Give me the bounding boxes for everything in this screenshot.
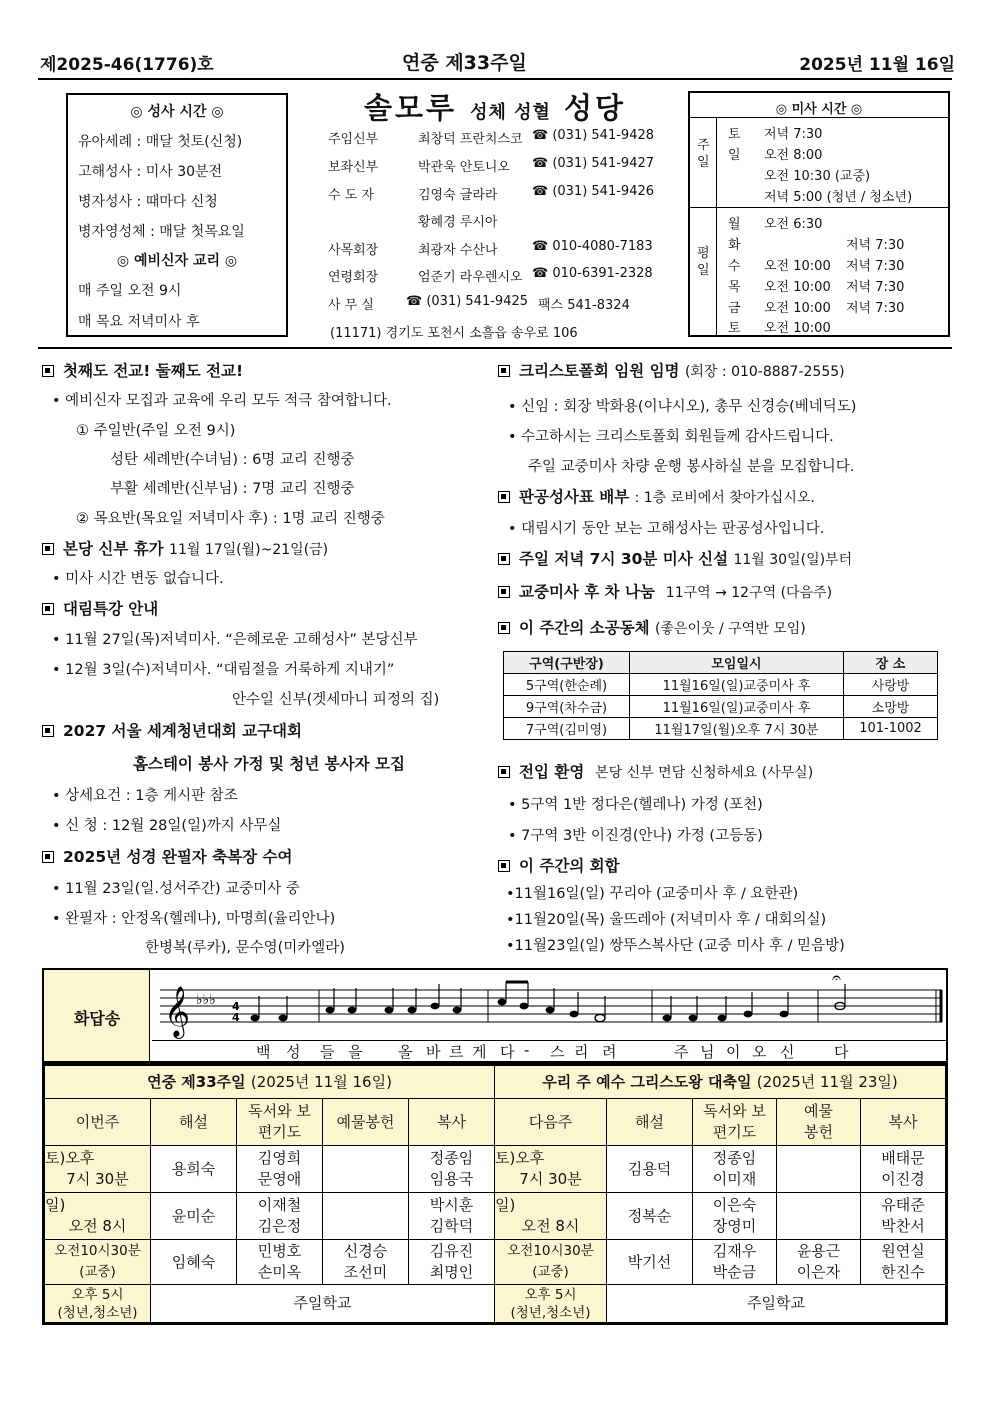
sacrament-item: 병자성사 : 때마다 신청 [78, 194, 218, 210]
staff-role: 보좌신부 [328, 160, 379, 175]
office-phone: ☎ (031) 541-9425 [406, 294, 529, 309]
section-heading: 본당 신부 휴가 11월 17일(월)~21일(금) [42, 537, 328, 559]
staff-phone: ☎ (031) 541-9426 [532, 184, 655, 199]
psalm-lyrics: 백 성 들 을 올 바 르 게 다 - 스 리 려 주 님 이 오 신 다 [152, 1040, 946, 1061]
staff-role: 사목회장 [328, 243, 379, 258]
staff-name: 박관욱 안토니오 [418, 160, 511, 175]
mass-day: 월 [728, 217, 741, 232]
staff-role: 주임신부 [328, 132, 379, 147]
svg-text:𝄞: 𝄞 [164, 986, 191, 1037]
divider [690, 207, 948, 208]
office-role: 사 무 실 [328, 298, 374, 313]
square-bullet-icon [498, 553, 510, 565]
section-line: • 미사 시간 변동 없습니다. [52, 571, 224, 587]
section-heading: 판공성사표 배부 : 1층 로비에서 찾아가십시오. [498, 485, 815, 507]
mass-times-box [688, 91, 950, 337]
section-line: • 상세요건 : 1층 게시판 참조 [52, 788, 238, 804]
parish-name-sub: 성체 성혈 [470, 102, 551, 123]
mass-time: 저녁 7:30 [846, 280, 905, 295]
section-line: 부활 세례반(신부님) : 7명 교리 진행중 [110, 481, 355, 497]
catechism-item: 매 목요 저녁미사 후 [78, 314, 200, 330]
issue-date: 2025년 11월 16일 [799, 55, 955, 75]
table-header: 예물 봉헌 [777, 1099, 861, 1146]
section-heading: 주일 저녁 7시 30분 미사 신설 11월 30일(일)부터 [498, 547, 852, 569]
table-cell: 11월16일(일)교중미사 후 [630, 674, 844, 696]
section-heading: 크리스토폴회 임원 임명 (회장 : 010-8887-2555) [498, 359, 845, 381]
table-header: 복사 [409, 1099, 495, 1146]
staff-phone: ☎ (031) 541-9427 [532, 156, 655, 171]
weekday-label: 평일 [697, 246, 710, 278]
section-line: •11월23일(일) 쌍뚜스복사단 (교중 미사 후 / 믿음방) [506, 938, 845, 954]
svg-text:𝄐: 𝄐 [832, 970, 841, 987]
table-row: 토)오후 7시 30분 용희숙 김영희 문영애 정종임 임용국 토)오후 7시 30분 김용덕 정종임 이미재 배태문 이진경 [45, 1146, 946, 1193]
section-line: • 신임 : 회장 박화용(이냐시오), 총무 신경승(베네딕도) [508, 399, 857, 415]
mass-time: 오전 10:00 [764, 259, 831, 274]
sacrament-item: 유아세례 : 매달 첫토(신청) [78, 134, 243, 150]
square-bullet-icon [498, 365, 510, 377]
psalm-staff [152, 970, 946, 1040]
section-rule [38, 347, 952, 349]
mass-day: 목 [728, 280, 741, 295]
table-cell: 9구역(차수금) [504, 696, 630, 718]
mass-day: 토 [728, 127, 741, 142]
section-heading: 2025년 성경 완필자 축복장 수여 [42, 845, 292, 867]
table-header: 독서와 보편기도 [693, 1099, 777, 1146]
divider [690, 117, 948, 118]
catechism-title: ◎ 예비신자 교리 ◎ [116, 253, 238, 269]
mass-time: 오전 10:30 (교중) [764, 169, 871, 184]
section-line: 성탄 세례반(수녀님) : 6명 교리 진행중 [110, 452, 355, 468]
svg-text:♭♭♭: ♭♭♭ [196, 992, 216, 1008]
sunday-label: 주일 [697, 138, 710, 170]
section-heading: 교중미사 후 차 나눔 11구역 → 12구역 (다음주) [498, 580, 832, 602]
mass-time: 오전 10:00 [764, 321, 831, 336]
section-line: 한병복(루카), 문수영(미카엘라) [145, 940, 345, 956]
mass-time: 저녁 7:30 [846, 238, 905, 253]
table-cell: 소망방 [844, 696, 938, 718]
section-line: • 11월 27일(목)저녁미사. “은혜로운 고해성사” 본당신부 [52, 632, 418, 648]
psalm-block [42, 968, 948, 1063]
mass-time: 오전 6:30 [764, 217, 823, 232]
section-line: • 11월 23일(일.성서주간) 교중미사 중 [52, 881, 300, 897]
table-header: 모임일시 [630, 652, 844, 674]
staff-role: 수 도 자 [328, 188, 374, 203]
svg-text:4: 4 [232, 1000, 240, 1013]
mass-time: 저녁 7:30 [846, 259, 905, 274]
table-header: 해설 [607, 1099, 693, 1146]
section-heading: 이 주간의 회합 [498, 854, 620, 876]
square-bullet-icon [42, 725, 54, 737]
mass-time: 저녁 5:00 (청년 / 청소년) [764, 190, 913, 205]
table-cell: 5구역(한순례) [504, 674, 630, 696]
svg-text:4: 4 [232, 1011, 240, 1024]
table-header: 이번주 [45, 1099, 151, 1146]
page-title: 연중 제33주일 [402, 52, 527, 74]
section-line: ② 목요반(목요일 저녁미사 후) : 1명 교리 진행중 [76, 511, 385, 527]
staff-name: 황혜경 루시아 [418, 215, 498, 230]
parish-name-main: 솔모루 [363, 91, 457, 125]
table-row: 오전10시30분 (교중) 임혜숙 민병호 손미옥 신경승 조선미 김유진 최명인 오전10시30분 (교중) 박기선 김재우 박순금 윤용근 이은자 원연실 한진수 [45, 1240, 946, 1285]
table-header: 예물봉헌 [323, 1099, 409, 1146]
section-line: • 7구역 3반 이진경(안나) 가정 (고등동) [508, 828, 763, 844]
header-rule [38, 78, 952, 80]
office-address: (11171) 경기도 포천시 소흘읍 송우로 106 [330, 326, 578, 341]
section-heading: 대림특강 안내 [42, 597, 158, 619]
table-row: 일) 오전 8시 윤미순 이재철 김은정 박시훈 김학덕 일) 오전 8시 정복순 이은숙 장영미 유태준 박찬서 [45, 1193, 946, 1240]
section-line: 안수일 신부(겟세마니 피정의 집) [232, 692, 440, 708]
section-line: •11월16일(일) 꾸리아 (교중미사 후 / 요한관) [506, 886, 799, 902]
section-line: • 대림시기 동안 보는 고해성사는 판공성사입니다. [508, 521, 825, 537]
section-heading: 전입 환영 본당 신부 면담 신청하세요 (사무실) [498, 760, 813, 782]
staff-name: 최창덕 프란치스코 [418, 132, 523, 147]
section-line: • 12월 3일(수)저녁미사. “대림절을 거룩하게 지내기” [52, 662, 395, 678]
mass-time: 오전 10:00 [764, 301, 831, 316]
mass-day: 금 [728, 301, 741, 316]
table-header: 독서와 보편기도 [237, 1099, 323, 1146]
square-bullet-icon [42, 543, 54, 555]
square-bullet-icon [498, 766, 510, 778]
psalm-label: 화답송 [73, 1009, 121, 1028]
section-heading-cont: 홈스테이 봉사 가정 및 청년 봉사자 모집 [133, 755, 405, 773]
this-week-title: 연중 제33주일 (2025년 11월 16일) [45, 1066, 495, 1099]
sacraments-box [66, 93, 288, 337]
mass-times-title: ◎ 미사 시간 ◎ [775, 102, 863, 117]
square-bullet-icon [498, 491, 510, 503]
mass-day: 수 [728, 259, 741, 274]
staff-role: 연령회장 [328, 270, 379, 285]
staff-phone: ☎ 010-4080-7183 [532, 239, 653, 254]
table-cell: 7구역(김미영) [504, 718, 630, 740]
section-line: ① 주일반(주일 오전 9시) [76, 423, 236, 439]
square-bullet-icon [498, 586, 510, 598]
sacraments-title: ◎ 성사 시간 ◎ [130, 104, 224, 120]
table-cell: 11월17일(월)오후 7시 30분 [630, 718, 844, 740]
section-line: 주일 교중미사 차량 운행 봉사하실 분을 모집합니다. [528, 459, 855, 475]
section-line: • 5구역 1반 정다은(헬레나) 가정 (포천) [508, 797, 763, 813]
square-bullet-icon [498, 622, 510, 634]
issue-number: 제2025-46(1776)호 [40, 55, 214, 75]
table-cell: 101-1002 [844, 718, 938, 740]
square-bullet-icon [498, 860, 510, 872]
section-line: • 신 청 : 12월 28일(일)까지 사무실 [52, 818, 282, 834]
table-header: 해설 [151, 1099, 237, 1146]
section-line: • 예비신자 모집과 교육에 우리 모두 적극 참여합니다. [52, 393, 392, 409]
staff-name: 김영숙 글라라 [418, 188, 498, 203]
office-fax: 팩스 541-8324 [538, 298, 630, 313]
parish-name-end: 성당 [564, 91, 627, 125]
divider [716, 117, 717, 335]
mass-day: 토 [728, 321, 741, 336]
staff-name: 최광자 수산나 [418, 243, 498, 258]
next-week-title: 우리 주 예수 그리스도왕 대축일 (2025년 11월 23일) [495, 1066, 946, 1099]
table-row: 오후 5시 (청년,청소년) 주일학교 오후 5시 (청년,청소년) 주일학교 [45, 1285, 946, 1323]
catechism-item: 매 주일 오전 9시 [78, 283, 182, 299]
square-bullet-icon [42, 365, 54, 377]
section-line: • 완필자 : 안정옥(헬레나), 마명희(율리안나) [52, 911, 336, 927]
sacrament-item: 고해성사 : 미사 30분전 [78, 164, 223, 180]
staff-phone: ☎ 010-6391-2328 [532, 266, 653, 281]
table-header: 복사 [861, 1099, 946, 1146]
service-schedule [42, 1063, 948, 1325]
section-heading: 2027 서울 세계청년대회 교구대회 [42, 719, 302, 741]
square-bullet-icon [42, 603, 54, 615]
table-header: 장 소 [844, 652, 938, 674]
mass-day: 화 [728, 238, 741, 253]
mass-time: 오전 10:00 [764, 280, 831, 295]
mass-time: 오전 8:00 [764, 148, 823, 163]
mass-day: 일 [728, 148, 741, 163]
section-line: •11월20일(목) 울뜨레아 (저녁미사 후 / 대회의실) [506, 912, 827, 928]
parish-name [300, 86, 690, 127]
section-line: • 수고하시는 크리스토폴회 회원들께 감사드립니다. [508, 429, 834, 445]
bulletin-header [40, 48, 955, 78]
table-cell: 사랑방 [844, 674, 938, 696]
staff-name: 엄준기 라우렌시오 [418, 270, 523, 285]
staff-phone: ☎ (031) 541-9428 [532, 128, 655, 143]
section-heading: 첫째도 전교! 둘째도 전교! [42, 359, 243, 381]
sacrament-item: 병자영성체 : 매달 첫목요일 [78, 224, 245, 240]
table-cell: 11월16일(일)교중미사 후 [630, 696, 844, 718]
square-bullet-icon [42, 851, 54, 863]
table-header: 다음주 [495, 1099, 607, 1146]
table-header: 구역(구반장) [504, 652, 630, 674]
staff-list [320, 126, 690, 341]
mass-time: 저녁 7:30 [846, 301, 905, 316]
section-heading: 이 주간의 소공동체 (좋은이웃 / 구역반 모임) [498, 616, 806, 638]
mass-time: 저녁 7:30 [764, 127, 823, 142]
community-table [503, 651, 938, 740]
